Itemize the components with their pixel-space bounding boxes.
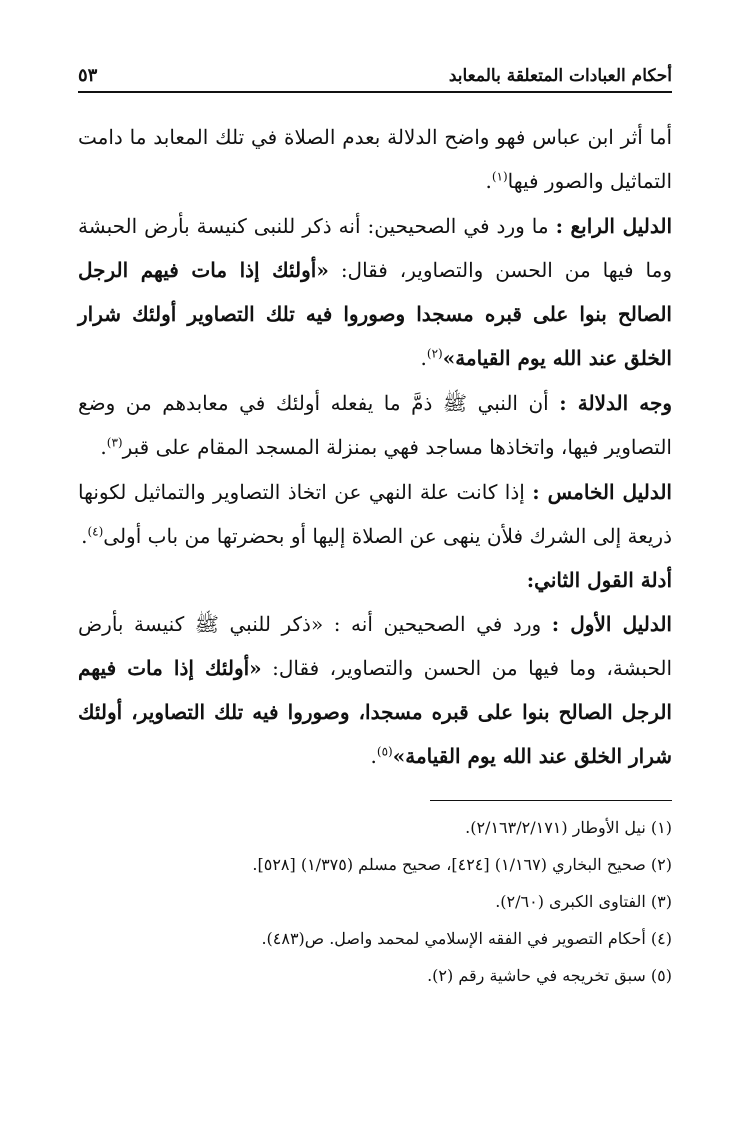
footnote-divider [430,800,672,801]
footnote-item: (٤) أحكام التصوير في الفقه الإسلامي لمحمد واصل. ص(٤٨٣). [261,929,672,948]
body-text [78,115,672,778]
evidence-label: الدليل الخامس : [532,480,672,504]
footnote-ref-4: (٤) [87,524,104,539]
hadith-quote: «أولئك إذا مات فيهم الرجل الصالح بنوا على قبره مسجدا وصوروا فيه تلك التصاوير أولئك شرار الخلق عند الله يوم القيامة» [78,258,672,370]
period: . [485,169,492,193]
period: . [370,744,377,768]
footnote-item: (٥) سبق تخريجه في حاشية رقم (٢). [427,966,672,985]
footnotes [78,809,672,994]
hadith-quote: «أولئك إذا مات فيهم الرجل الصالح بنوا على قبره مسجدا، وصوروا فيه تلك التصاوير، أولئك شرار الخلق عند الله يوم القيامة» [78,656,672,768]
footnote-ref-2: (٢) [426,346,443,361]
period: . [100,435,107,459]
paragraph-5 [78,602,672,778]
footnote-item: (٣) الفتاوى الكبرى (٢/٦٠). [495,892,672,911]
evidence-label: الدليل الأول : [551,612,672,636]
section-heading: أدلة القول الثاني: [526,568,672,592]
paragraph-1 [78,115,672,203]
paragraph-3 [78,381,672,469]
book-page [78,58,672,994]
paragraph-2 [78,204,672,380]
footnote-item: (١) نيل الأوطار (٢/١٦٣/٢/١٧١). [465,818,672,837]
paragraph-4 [78,470,672,558]
paragraph-text: ما ورد في الصحيحين: أنه ذكر للنبى كنيسة بأرض الحبشة وما فيها من الحسن والتصاوير، فقال: [78,214,673,282]
running-title: أحكام العبادات المتعلقة بالمعابد [448,66,672,86]
paragraph-text: أن النبي ﷺ ذمَّ ما يفعله أولئك في معابدهم من وضع التصاوير فيها، واتخاذها مساجد فهي بمنزلة المسجد المقام على قبر [78,391,672,459]
period: . [81,524,88,548]
paragraph-text: أما أثر ابن عباس فهو واضح الدلالة بعدم الصلاة في تلك المعابد ما دامت التماثيل والصور فيها [78,125,672,193]
footnote-ref-5: (٥) [376,744,393,759]
footnote-item: (٢) صحيح البخاري (١/١٦٧) [٤٢٤]، صحيح مسلم (١/٣٧٥) [٥٢٨]. [252,855,672,874]
evidence-label: وجه الدلالة : [559,391,672,415]
page-number: ٥٣ [78,65,98,86]
footnote-ref-3: (٣) [106,435,123,450]
paragraph-text: إذا كانت علة النهي عن اتخاذ التصاوير والتماثيل لكونها ذريعة إلى الشرك فلأن ينهى عن الصلاة إليها أو بحضرتها من باب أولى [78,480,672,548]
footnote-ref-1: (١) [491,169,508,184]
evidence-label: الدليل الرابع : [555,214,673,238]
page-header [78,58,672,93]
paragraph-text: ورد في الصحيحين أنه : «ذكر للنبي ﷺ كنيسة بأرض الحبشة، وما فيها من الحسن والتصاوير، فقال: [78,612,673,680]
period: . [420,346,427,370]
